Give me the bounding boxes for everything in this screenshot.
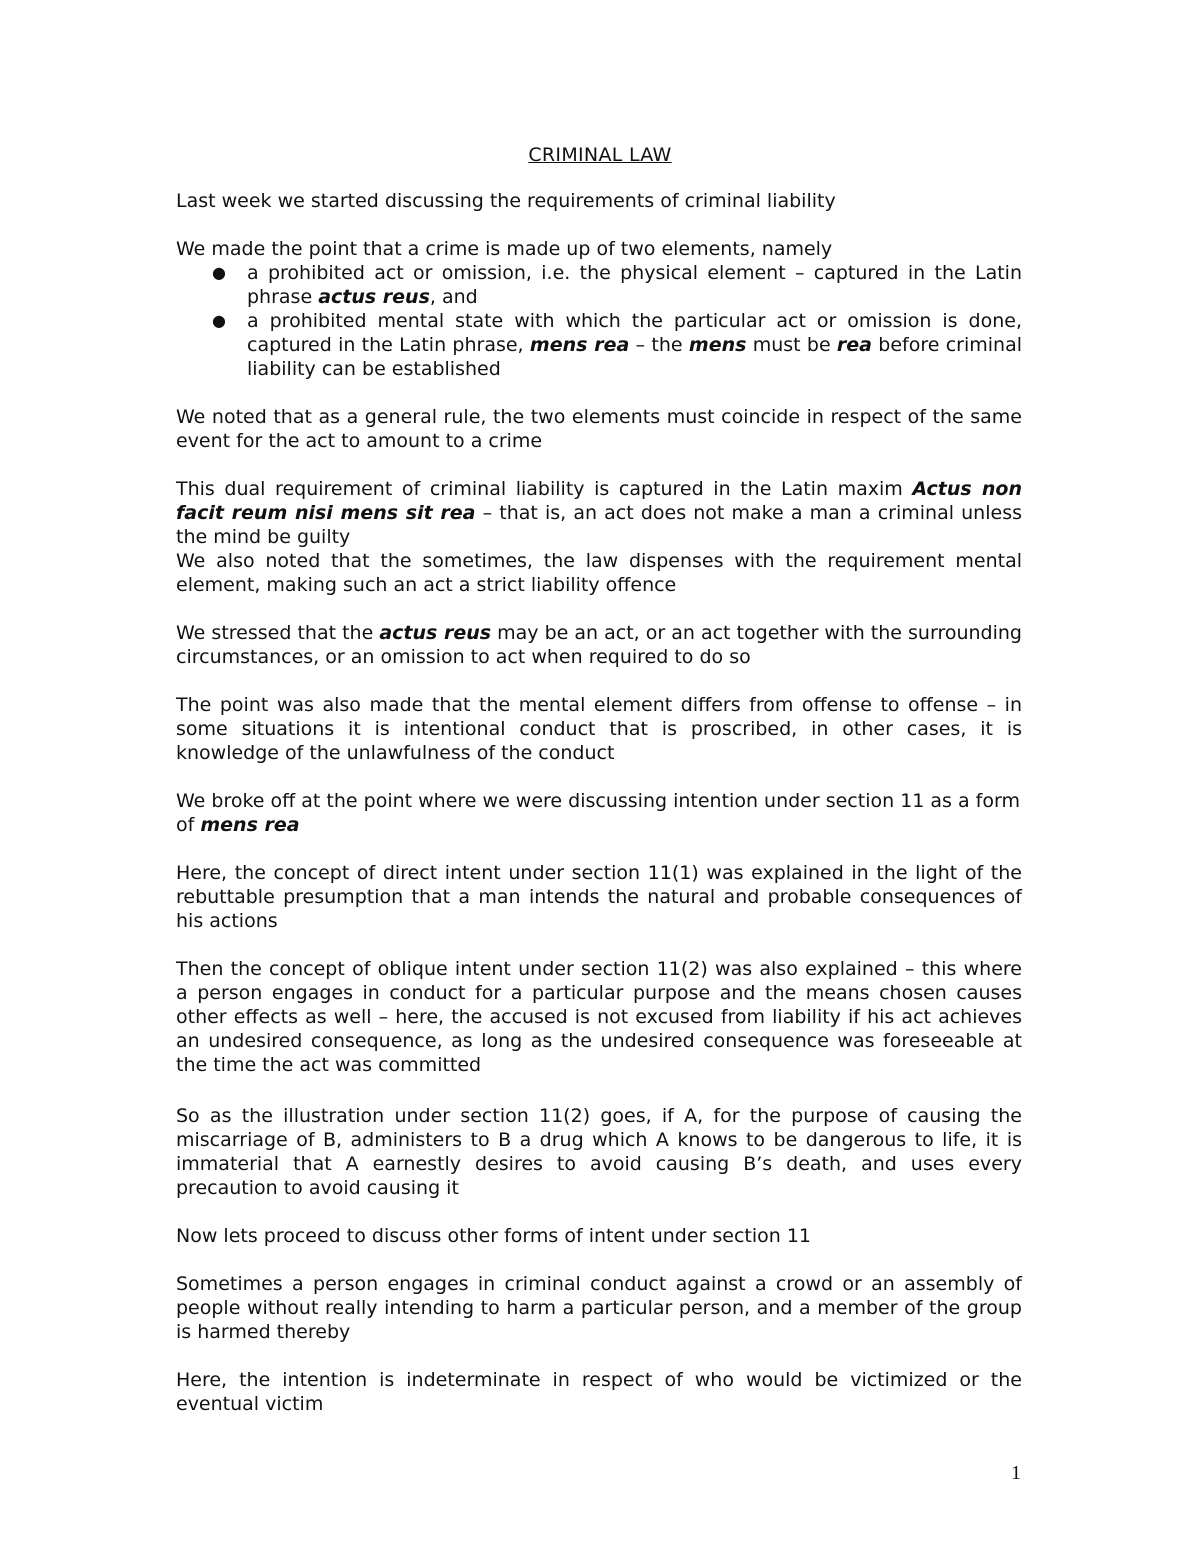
document-body bbox=[176, 189, 1022, 1440]
list-item: ● a prohibited mental state with which the particular act or omission is done, captured in the Latin phrase, mens rea – the mens must be rea before criminal liability can be established bbox=[212, 310, 1022, 380]
paragraph: Sometimes a person engages in criminal conduct against a crowd or an assembly of people without really intending to harm a particular person, and a member of the group is harmed thereby bbox=[176, 1273, 1022, 1343]
bullet-list bbox=[176, 261, 1022, 381]
paragraph: Here, the intention is indeterminate in respect of who would be victimized or the eventual victim bbox=[176, 1369, 1022, 1415]
paragraph: We also noted that the sometimes, the law dispenses with the requirement mental element, making such an act a strict liability offence bbox=[176, 550, 1022, 596]
bullet-icon: ● bbox=[212, 263, 226, 282]
paragraph: We noted that as a general rule, the two elements must coincide in respect of the same event for the act to amount to a crime bbox=[176, 406, 1022, 452]
paragraph: The point was also made that the mental element differs from offense to offense – in some situations it is intentional conduct that is proscribed, in other cases, it is knowledge of the unlawfulness of the conduct bbox=[176, 694, 1022, 764]
document-title: CRIMINAL LAW bbox=[528, 144, 672, 166]
paragraph: Now lets proceed to discuss other forms of intent under section 11 bbox=[176, 1225, 812, 1247]
bullet-icon: ● bbox=[212, 311, 226, 330]
paragraph: Here, the concept of direct intent under section 11(1) was explained in the light of the rebuttable presumption that a man intends the natural and probable consequences of his actions bbox=[176, 862, 1022, 932]
paragraph: Last week we started discussing the requirements of criminal liability bbox=[176, 190, 836, 212]
paragraph: We stressed that the actus reus may be an act, or an act together with the surrounding circumstances, or an omission to act when required to do so bbox=[176, 622, 1022, 668]
paragraph: So as the illustration under section 11(2) goes, if A, for the purpose of causing the miscarriage of B, administers to B a drug which A knows to be dangerous to life, it is immaterial that A earnestly desires to avoid causing B’s death, and uses every precaution to avoid causing it bbox=[176, 1105, 1022, 1199]
list-item: ● a prohibited act or omission, i.e. the physical element – captured in the Latin phrase actus reus, and bbox=[212, 262, 1022, 308]
page-number: 1 bbox=[1011, 1462, 1021, 1484]
paragraph: We made the point that a crime is made up of two elements, namely bbox=[176, 238, 833, 260]
paragraph: Then the concept of oblique intent under section 11(2) was also explained – this where a person engages in conduct for a particular purpose and the means chosen causes other effects as well – here, the accused is not excused from liability if his act achieves an undesired consequence, as long as the undesired consequence was foreseeable at the time the act was committed bbox=[176, 958, 1022, 1076]
paragraph: This dual requirement of criminal liability is captured in the Latin maxim Actus non facit reum nisi mens sit rea – that is, an act does not make a man a criminal unless the mind be guilty bbox=[176, 478, 1022, 548]
paragraph: We broke off at the point where we were discussing intention under section 11 as a form of mens rea bbox=[176, 790, 1020, 836]
